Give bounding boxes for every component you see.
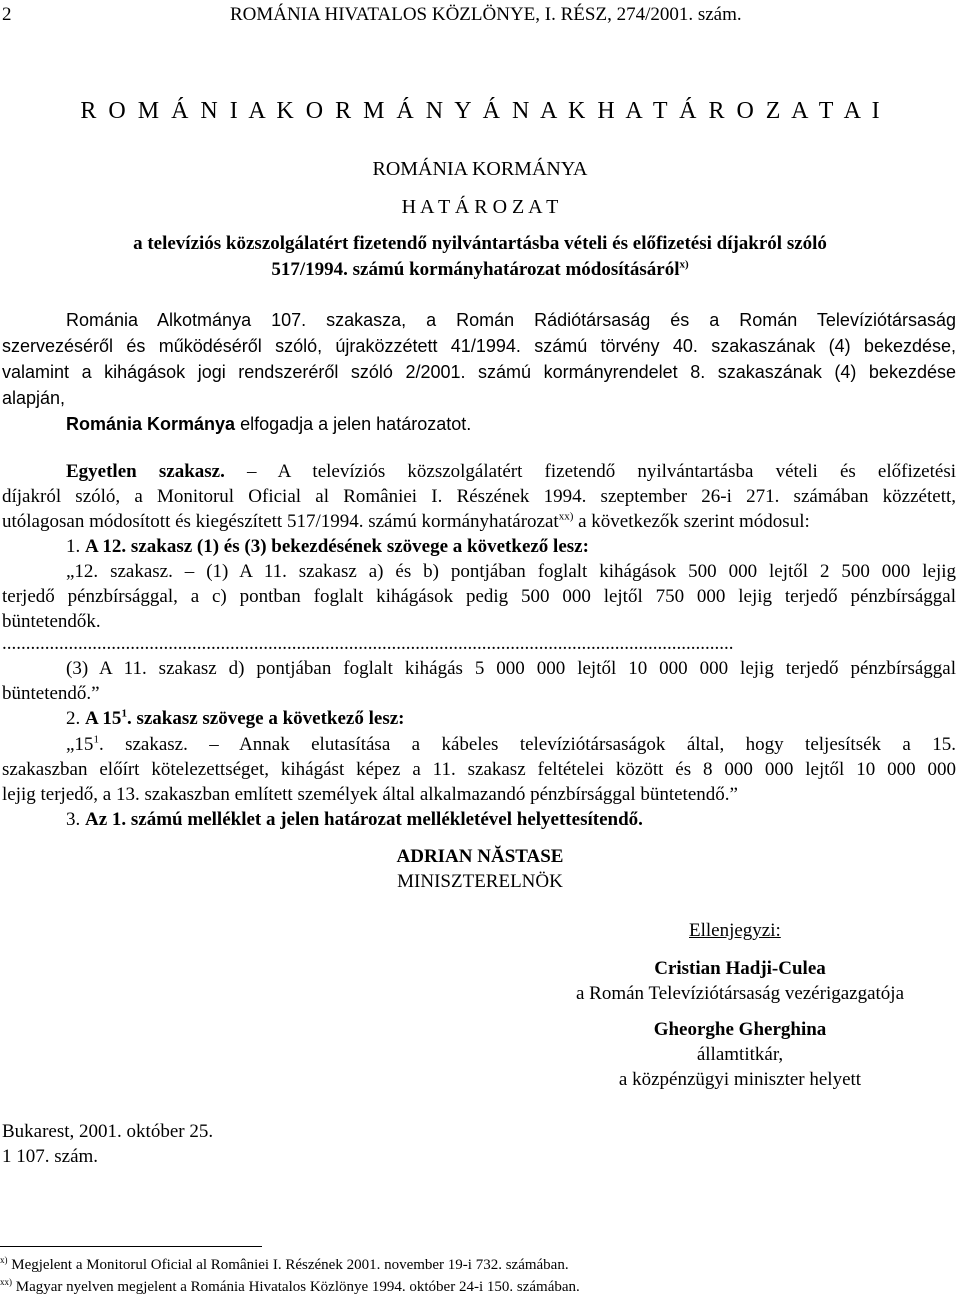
preamble-line-5 — [66, 413, 471, 435]
subject-text: 517/1994. számú kormányhatározat módosításáról — [271, 259, 680, 280]
quote-2-rest: . szakasz. – Annak elutasítása a kábeles televíziótársaságok által, hogy teljesítsék a 15. — [98, 734, 956, 755]
footnote-1 — [0, 1256, 569, 1274]
signer-1-name: Cristian Hadji-Culea — [654, 958, 826, 979]
quote-1-line-4: (3) A 11. szakasz d) pontjában foglalt kihágás 5 000 000 lejtől 10 000 000 lejig terjedő pénzbírsággal — [66, 658, 956, 679]
article-line-1 — [66, 461, 956, 483]
preamble-line-4: alapján, — [2, 388, 66, 408]
signer-2-role-1: államtitkár, — [696, 1044, 784, 1065]
point-3-heading — [66, 809, 643, 831]
government-name: Románia Kormánya — [66, 414, 236, 434]
point-2-title-a: A 15 — [85, 708, 122, 729]
issuer: ROMÁNIA KORMÁNYA — [372, 158, 588, 180]
pm-name: ADRIAN NĂSTASE — [396, 846, 564, 867]
page-number: 2 — [2, 4, 12, 25]
preamble-line-1: Románia Alkotmánya 107. szakasza, a Román Rádiótársaság és a Román Televíziótársaság — [66, 310, 956, 330]
article-text-end: a következők szerint módosul: — [573, 511, 810, 532]
subject-line-2 — [0, 259, 960, 281]
footnote-1-mark: x) — [0, 1255, 8, 1265]
quote-1-line-2: terjedő pénzbírsággal, a c) pontban foglalt kihágások pedig 500 000 lejtől 750 000 lejig terjedő pénzbírsággal — [2, 586, 956, 607]
footnote-ref-xx: xx) — [558, 510, 574, 523]
footnote-rule — [0, 1246, 262, 1247]
footnote-2-text: Magyar nyelven megjelent a Románia Hivatalos Közlönye 1994. október 24-i 150. számában. — [12, 1279, 580, 1295]
preamble-line-2: szervezéséről és működéséről szóló, újraközzétett 41/1994. számú törvény 40. szakaszának (4) bekezdése, — [2, 336, 956, 356]
article-head: Egyetlen szakasz. — [66, 461, 225, 482]
signer-2-role-2: a közpénzügyi miniszter helyett — [618, 1069, 862, 1090]
point-2-heading — [66, 708, 404, 730]
pm-title: MINISZTERELNÖK — [397, 871, 563, 892]
preamble-line-3: valamint a kihágások jogi rendszeréről szóló 2/2001. számú kormányrendelet 8. szakaszának (4) bekezdése — [2, 362, 956, 382]
point-1-number: 1. — [66, 536, 85, 557]
signer-2-name: Gheorghe Gherghina — [653, 1019, 827, 1040]
doc-type: H A T Á R O Z A T — [401, 196, 559, 218]
point-1-title: A 12. szakasz (1) és (3) bekezdésének szövege a következő lesz: — [85, 536, 589, 557]
footnote-2 — [0, 1278, 580, 1296]
quote-2-sup: 1 — [93, 733, 99, 746]
article-line-3 — [2, 511, 810, 533]
point-2-number: 2. — [66, 708, 85, 729]
article-text: utólagosan módosított és kiegészített 517/1994. számú kormányhatározat — [2, 511, 559, 532]
point-2-title-b: . szakasz szövege a következő lesz: — [126, 708, 405, 729]
section-title: R O M Á N I A K O R M Á N Y Á N A K H A T Á R O Z A T A I — [80, 98, 880, 124]
quote-2-start: „15 — [66, 734, 94, 755]
adopts-text: elfogadja a jelen határozatot. — [235, 414, 472, 434]
quote-2-line-1 — [66, 734, 956, 756]
ellipsis-line: .......................................................................................................................................................... — [2, 633, 734, 654]
subject-line-1: a televíziós közszolgálatért fizetendő nyilvántartásba vételi és előfizetési díjakról szóló — [133, 233, 827, 254]
point-1-heading — [66, 536, 589, 558]
countersign-label: Ellenjegyzi: — [689, 920, 781, 941]
point-3-title: Az 1. számú melléklet a jelen határozat mellékletével helyettesítendő. — [85, 809, 643, 830]
quote-2-line-3: lejig terjedő, a 13. szakaszban említett személyek által alkalmazandó pénzbírsággal büntetendő.” — [2, 784, 738, 805]
quote-2-line-2: szakaszban előírt kötelezettséget, kihágást képez a 11. szakasz feltételei között és 8 000 000 lejtől 10 000 000 — [2, 759, 956, 780]
point-2-title-sup: 1 — [121, 707, 127, 720]
quote-1-line-1: „12. szakasz. – (1) A 11. szakasz a) és b) pontjában foglalt kihágások 500 000 lejtől 2 500 000 lejig — [66, 561, 956, 582]
quote-1-line-5: büntetendő.” — [2, 683, 100, 704]
article-line-2: díjakról szóló, a Monitorul Oficial al României I. Részének 1994. szeptember 26-i 271. számában közzétett, — [2, 486, 956, 507]
decision-number: 1 107. szám. — [2, 1146, 99, 1167]
footnote-ref-x: x) — [679, 258, 689, 271]
footnote-1-text: Megjelent a Monitorul Oficial al României I. Részének 2001. november 19-i 732. számában. — [7, 1257, 569, 1273]
point-2-title — [85, 708, 404, 729]
signer-1-role: a Román Televíziótársaság vezérigazgatója — [575, 983, 905, 1004]
running-title: ROMÁNIA HIVATALOS KÖZLÖNYE, I. RÉSZ, 274/2001. szám. — [230, 4, 742, 25]
quote-1-line-3: büntetendők. — [2, 611, 101, 632]
article-intro: – A televíziós közszolgálatért fizetendő nyilvántartásba vételi és előfizetési — [224, 461, 956, 482]
point-3-number: 3. — [66, 809, 85, 830]
footnote-2-mark: xx) — [0, 1277, 12, 1287]
place-date: Bukarest, 2001. október 25. — [2, 1121, 214, 1142]
